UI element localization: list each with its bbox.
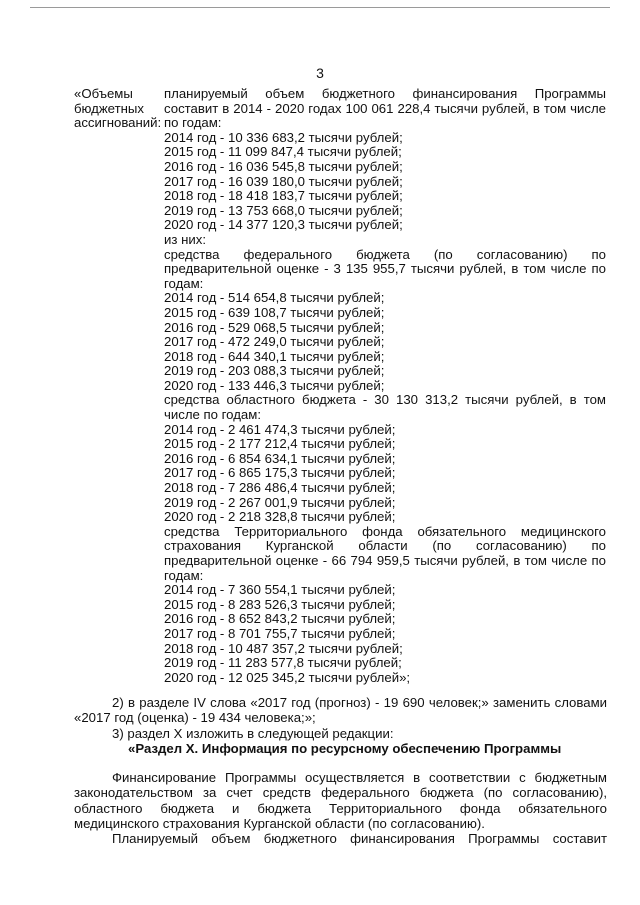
regional-intro: средства областного бюджета - 30 130 313,2 тысячи рублей, в том числе по годам: <box>164 392 606 423</box>
section-heading: «Раздел X. Информация по ресурсному обеспечению Программы <box>128 741 562 756</box>
federal-intro: средства федерального бюджета (по согласованию) по предварительной оценке - 3 135 955,7 тысячи рублей, в том числе по годам: <box>164 246 606 291</box>
passport-content <box>164 87 606 685</box>
regional-year-line: 2015 год - 2 177 212,4 тысячи рублей; <box>164 436 396 452</box>
total-year-line: 2014 год - 10 336 683,2 тысячи рублей; <box>164 129 403 145</box>
oms-intro: средства Территориального фонда обязательного медицинского страхования Курганской области (по согласованию) по предварительной оценке - 66 794 959,5 тысячи рублей, в том числе по годам: <box>164 523 606 583</box>
total-year-line: 2020 год - 14 377 120,3 тысячи рублей; <box>164 217 403 233</box>
federal-year-line: 2020 год - 133 446,3 тысячи рублей; <box>164 377 385 393</box>
of-which: из них: <box>164 231 206 247</box>
oms-year-line: 2020 год - 12 025 345,2 тысячи рублей»; <box>164 669 411 685</box>
planned-volume-paragraph: Планируемый объем бюджетного финансирования Программы составит <box>112 831 607 846</box>
federal-year-line: 2017 год - 472 249,0 тысячи рублей; <box>164 334 385 350</box>
regional-year-line: 2014 год - 2 461 474,3 тысячи рублей; <box>164 421 396 437</box>
oms-year-line: 2018 год - 10 487 357,2 тысячи рублей; <box>164 640 403 656</box>
oms-year-line: 2019 год - 11 283 577,8 тысячи рублей; <box>164 655 402 671</box>
scan-top-rule <box>30 7 610 8</box>
item-3: 3) раздел X изложить в следующей редакции: <box>112 726 394 741</box>
oms-year-line: 2016 год - 8 652 843,2 тысячи рублей; <box>164 611 396 627</box>
regional-year-line: 2020 год - 2 218 328,8 тысячи рублей; <box>164 509 396 525</box>
federal-year-line: 2019 год - 203 088,3 тысячи рублей; <box>164 363 385 379</box>
federal-year-line: 2018 год - 644 340,1 тысячи рублей; <box>164 348 385 364</box>
oms-year-line: 2014 год - 7 360 554,1 тысячи рублей; <box>164 582 396 598</box>
total-intro: планируемый объем бюджетного финансирования Программы составит в 2014 - 2020 годах 100 061 228,4 тысячи рублей, в том числе по годам: <box>164 86 606 131</box>
federal-year-line: 2015 год - 639 108,7 тысячи рублей; <box>164 304 385 320</box>
total-year-line: 2017 год - 16 039 180,0 тысячи рублей; <box>164 173 403 189</box>
financing-paragraph: Финансирование Программы осуществляется в соответствии с бюджетным законодательством за счет средств федерального бюджета (по согласованию), областного бюджета и бюджета Территориального фонда обязательного медицинского страхования Курганской области (по согласованию). <box>74 770 607 832</box>
federal-year-line: 2014 год - 514 654,8 тысячи рублей; <box>164 290 385 306</box>
oms-year-line: 2015 год - 8 283 526,3 тысячи рублей; <box>164 596 396 612</box>
label-line: бюджетных <box>74 100 144 116</box>
item-2: 2) в разделе IV слова «2017 год (прогноз) - 19 690 человек;» заменить словами «2017 год (оценка) - 19 434 человека;»; <box>74 695 607 726</box>
federal-year-line: 2016 год - 529 068,5 тысячи рублей; <box>164 319 385 335</box>
page-number: 3 <box>316 65 324 81</box>
total-year-line: 2019 год - 13 753 668,0 тысячи рублей; <box>164 202 403 218</box>
regional-year-line: 2019 год - 2 267 001,9 тысячи рублей; <box>164 494 396 510</box>
regional-year-line: 2017 год - 6 865 175,3 тысячи рублей; <box>164 465 396 481</box>
total-year-line: 2016 год - 16 036 545,8 тысячи рублей; <box>164 158 403 174</box>
passport-label <box>74 87 169 131</box>
oms-year-line: 2017 год - 8 701 755,7 тысячи рублей; <box>164 625 396 641</box>
total-year-line: 2015 год - 11 099 847,4 тысячи рублей; <box>164 144 402 160</box>
regional-year-line: 2016 год - 6 854 634,1 тысячи рублей; <box>164 450 396 466</box>
label-line: ассигнований: <box>74 115 162 131</box>
regional-year-line: 2018 год - 7 286 486,4 тысячи рублей; <box>164 480 396 496</box>
total-year-line: 2018 год - 18 418 183,7 тысячи рублей; <box>164 188 403 204</box>
label-line: «Объемы <box>74 86 133 101</box>
